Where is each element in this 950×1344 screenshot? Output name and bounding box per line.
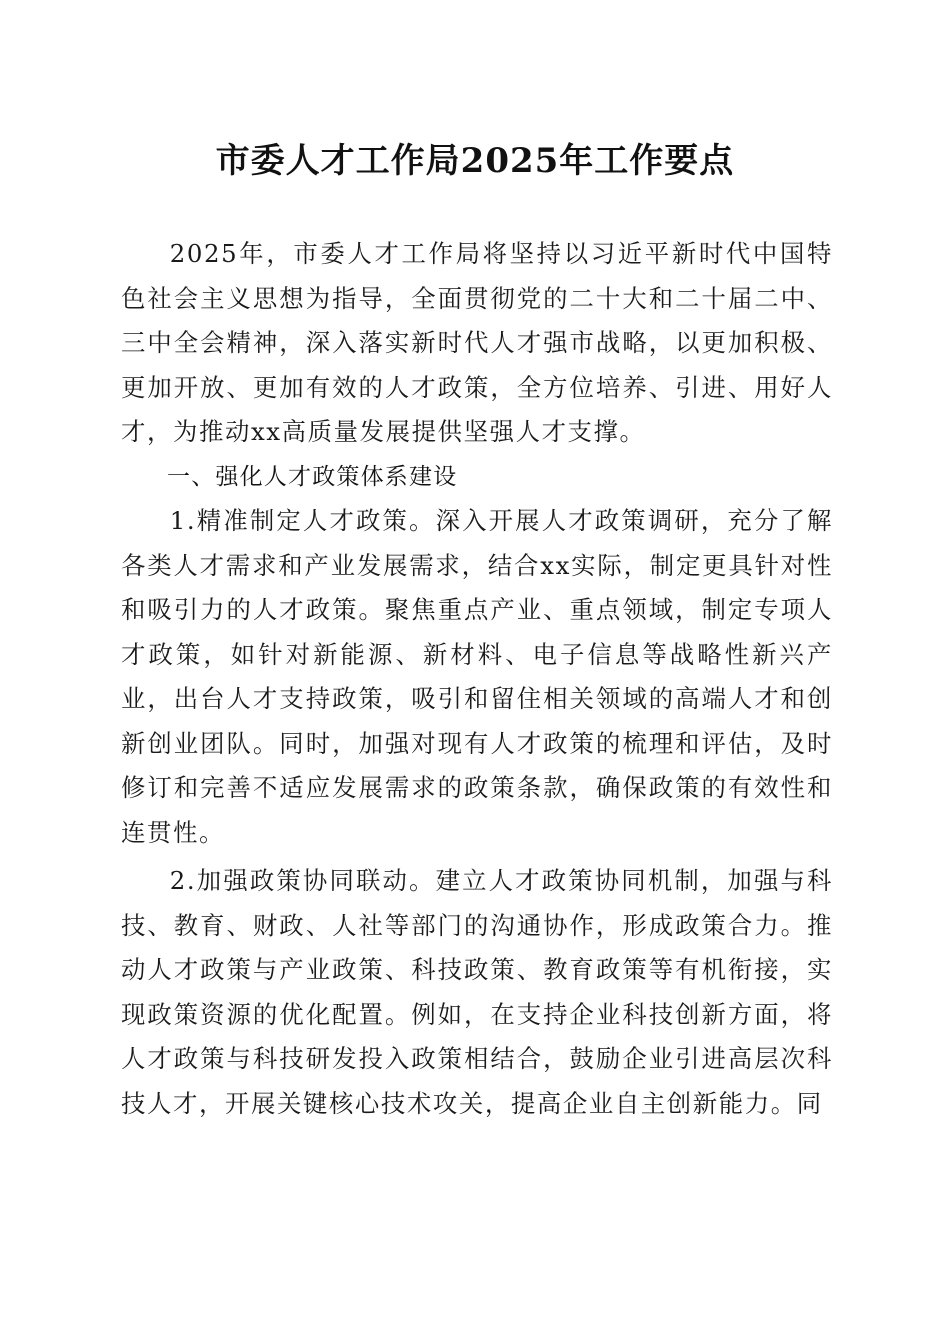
item-2-paragraph: 2.加强政策协同联动。建立人才政策协同机制，加强与科技、教育、财政、人社等部门的沟通协作，形成政策合力。推动人才政策与产业政策、科技政策、教育政策等有机衔接，实现政策资源的优化配置。例如，在支持企业科技创新方面，将人才政策与科技研发投入政策相结合，鼓励企业引进高层次科技人才，开展关键核心技术攻关，提高企业自主创新能力。同 <box>121 866 833 1118</box>
document-body <box>121 232 833 1126</box>
intro-paragraph: 2025年，市委人才工作局将坚持以习近平新时代中国特色社会主义思想为指导，全面贯彻党的二十大和二十届二中、三中全会精神，深入落实新时代人才强市战略，以更加积极、更加开放、更加有效的人才政策，全方位培养、引进、用好人才，为推动xx高质量发展提供坚强人才支撑。 <box>121 239 833 446</box>
section-heading-1: 一、强化人才政策体系建设 <box>167 463 458 490</box>
item-1-paragraph: 1.精准制定人才政策。深入开展人才政策调研，充分了解各类人才需求和产业发展需求，结合xx实际，制定更具针对性和吸引力的人才政策。聚焦重点产业、重点领域，制定专项人才政策，如针对新能源、新材料、电子信息等战略性新兴产业，出台人才支持政策，吸引和留住相关领域的高端人才和创新创业团队。同时，加强对现有人才政策的梳理和评估，及时修订和完善不适应发展需求的政策条款，确保政策的有效性和连贯性。 <box>121 506 833 847</box>
document-title: 市委人才工作局2025年工作要点 <box>215 141 735 181</box>
